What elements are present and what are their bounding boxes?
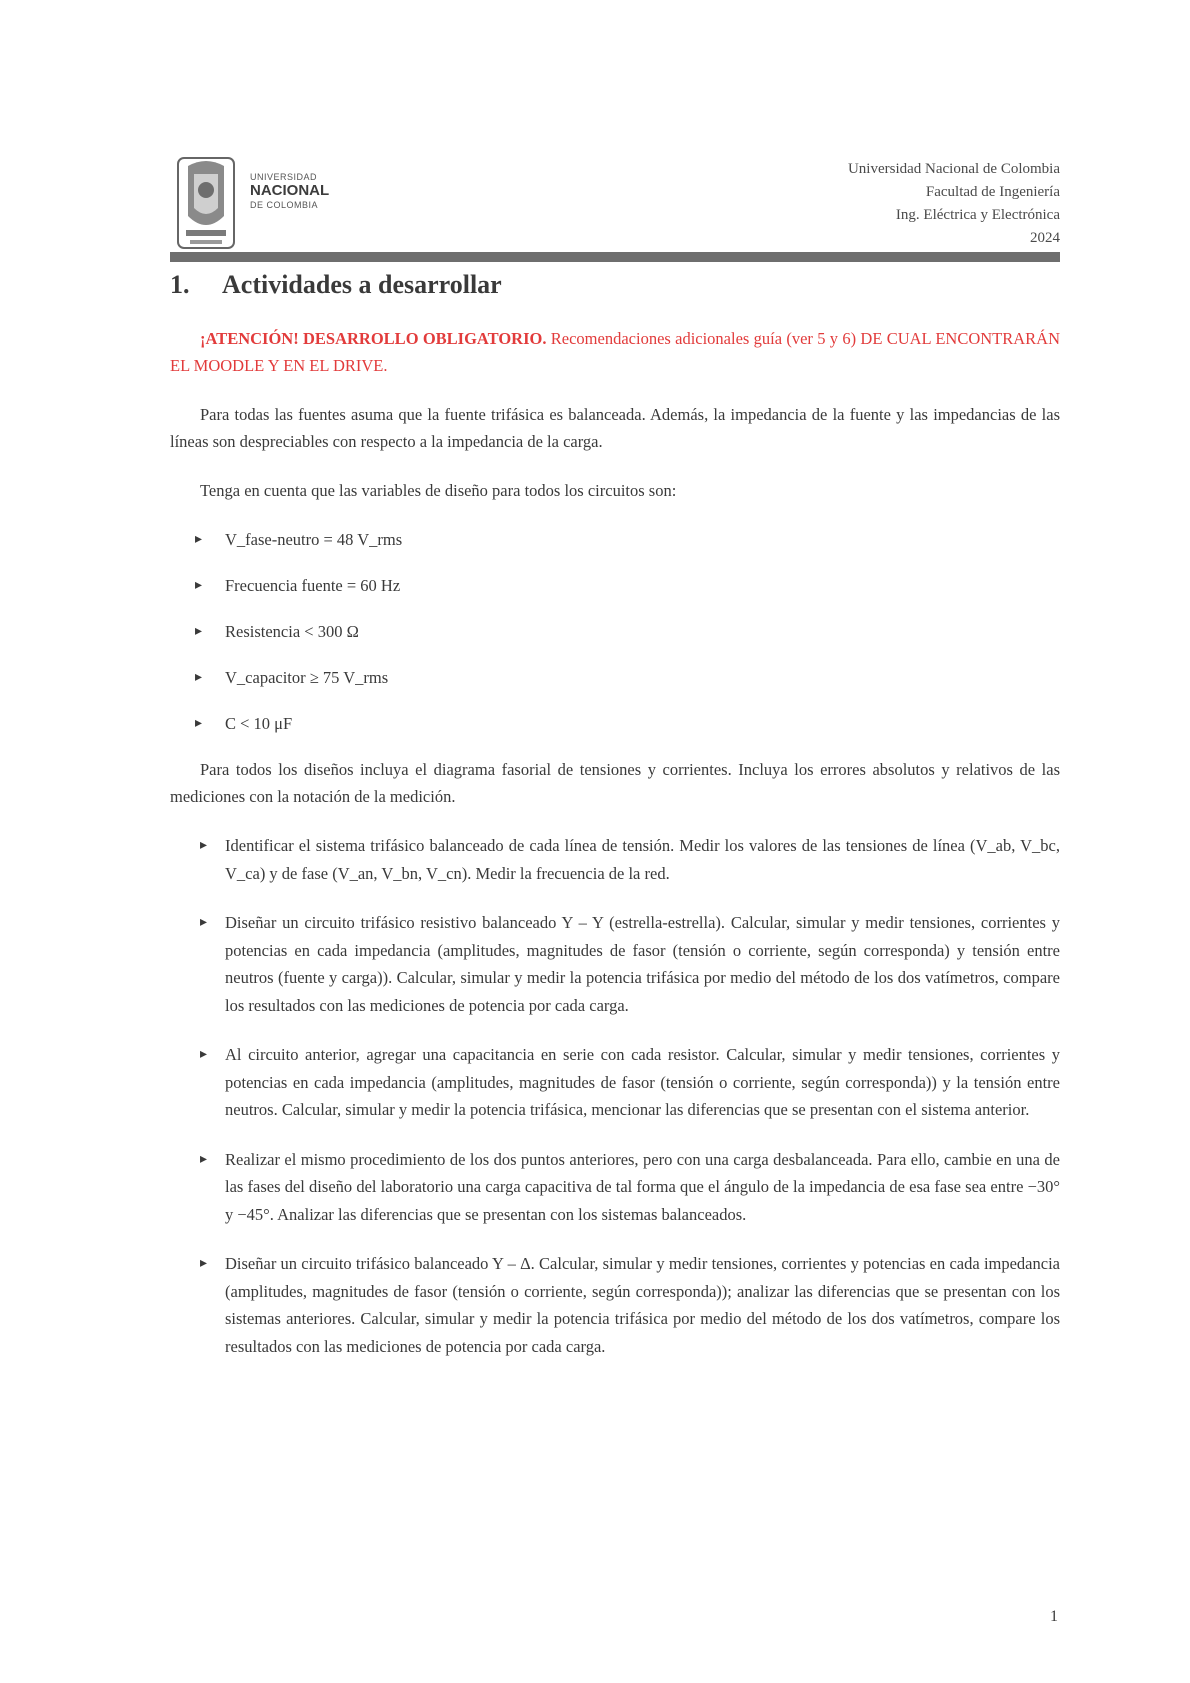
university-logo-text [250,170,390,212]
page-number: 1 [1050,1608,1058,1625]
program-name: Ing. Eléctrica y Electrónica [895,207,1060,223]
activity-item: ▸ Al circuito anterior, agregar una capacitancia en serie con cada resistor. Calcular, simular y medir tensiones, corrientes y potencias en cada impedancia (amplitudes, magnitudes de fasor (tensión o corriente, según corresponda)) y la tensión entre neutros. Calcular, simular y medir la potencia trifásica, mencionar las diferencias que se presentan con el sistema anterior. [170,1041,1060,1124]
warning-rest: Recomendaciones adicionales guía (ver 5 y 6) DE CUAL ENCONTRARÁN EL MOODLE Y EN EL DRIVE. [170,329,1060,375]
bullet-icon: ▸ [200,1046,208,1062]
faculty-name: Facultad de Ingeniería [925,184,1060,200]
spec-item: ▸ Frecuencia fuente = 60 Hz [170,572,1060,599]
document-year: 2024 [1030,230,1060,246]
warning-paragraph [170,325,1060,379]
analysis-intro: Para todos los diseños incluya el diagrama fasorial de tensiones y corrientes. Incluya los errores absolutos y relativos de las mediciones con la notación de la medición. [170,760,1060,806]
activities-list [170,832,1060,1360]
bullet-icon: ▸ [195,577,203,593]
warning-bold: ¡ATENCIÓN! DESARROLLO OBLIGATORIO. [200,329,547,348]
activity-item: ▸ Diseñar un circuito trifásico balanceado Y – Δ. Calcular, simular y medir tensiones, corrientes y potencias en cada impedancia (amplitudes, magnitudes de fasor (tensión o corriente, según corresponda)); analizar las diferencias que se presentan con los sistemas anteriores. Calcular, simular y medir la potencia trifásica por medio del método de los dos vatímetros, compare los resultados con las mediciones de potencia por cada carga. [170,1250,1060,1360]
spec-item: ▸ V_fase-neutro = 48 V_rms [170,526,1060,553]
institution-name: Universidad Nacional de Colombia [847,161,1060,177]
bullet-icon: ▸ [195,623,203,639]
institution-block [848,158,1060,250]
spec-item: ▸ C < 10 μF [170,710,1060,737]
intro-paragraph: Para todas las fuentes asuma que la fuente trifásica es balanceada. Además, la impedancia de la fuente y las impedancias de las líneas son despreciables con respecto a la impedancia de la carga. [170,405,1060,451]
section-body [170,325,1060,1382]
logo-line-3: DE COLOMBIA [250,200,319,210]
spec-item: ▸ V_capacitor ≥ 75 V_rms [170,664,1060,691]
university-seal-icon [176,156,236,250]
specs-intro: Tenga en cuenta que las variables de diseño para todos los circuitos son: [200,481,677,500]
section-number: 1. [170,270,190,299]
bullet-icon: ▸ [195,715,203,731]
bullet-icon: ▸ [195,531,203,547]
section-title-text: Actividades a desarrollar [222,270,502,299]
bullet-icon: ▸ [195,669,203,685]
logo-line-1: UNIVERSIDAD [250,172,318,182]
activity-item: ▸ Realizar el mismo procedimiento de los dos puntos anteriores, pero con una carga desbalanceada. Para ello, cambie en una de las fases del diseño del laboratorio una carga capacitiva de tal forma que el ángulo de la impedancia de esa fase sea entre −30° y −45°. Analizar las diferencias que se presentan con los sistemas balanceados. [170,1146,1060,1229]
spec-item: ▸ Resistencia < 300 Ω [170,618,1060,645]
activity-item: ▸ Diseñar un circuito trifásico resistivo balanceado Y – Y (estrella-estrella). Calcular, simular y medir tensiones, corrientes y potencias en cada impedancia (amplitudes, magnitudes de fasor (tensión o corriente, según corresponda) y tensión entre neutros (fuente y carga)). Calcular, simular y medir la potencia trifásica por medio del método de los dos vatímetros, compare los resultados con las mediciones de potencia por cada carga. [170,909,1060,1019]
header-rule [170,252,1060,262]
bullet-icon: ▸ [200,1255,208,1271]
design-specs-list [170,526,1060,737]
page-header [170,150,1060,260]
logo-line-2: NACIONAL [250,182,330,199]
section-heading [170,270,502,300]
bullet-icon: ▸ [200,1150,208,1167]
activity-item: ▸ Identificar el sistema trifásico balanceado de cada línea de tensión. Medir los valores de las tensiones de línea (V_ab, V_bc, V_ca) y de fase (V_an, V_bn, V_cn). Medir la frecuencia de la red. [170,832,1060,887]
bullet-icon: ▸ [200,837,208,853]
bullet-icon: ▸ [200,914,208,930]
